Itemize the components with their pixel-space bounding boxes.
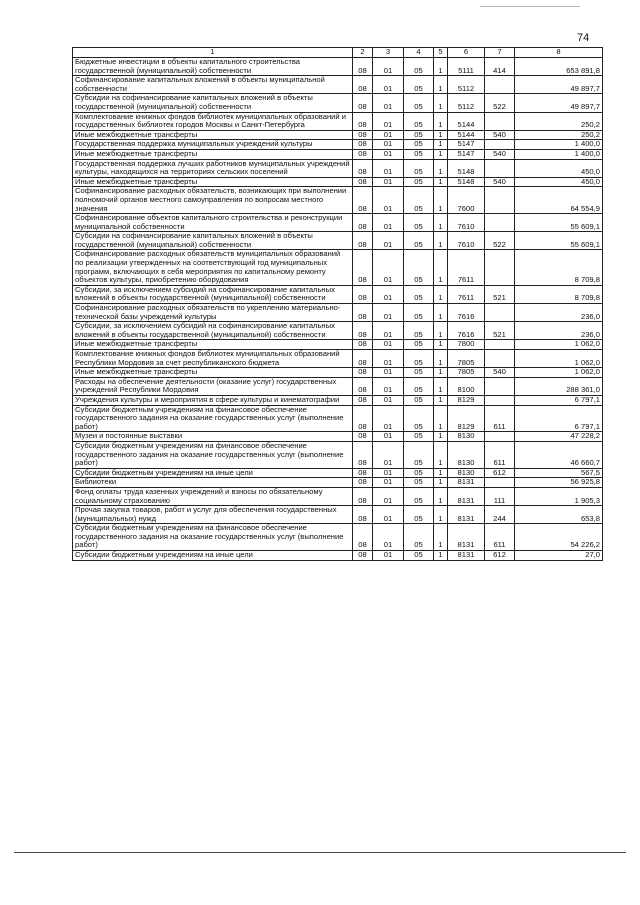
program-cell: 05 bbox=[404, 487, 434, 505]
subprogram-cell: 1 bbox=[434, 149, 448, 159]
article-cell: 8129 bbox=[448, 395, 485, 405]
subsection-cell: 01 bbox=[373, 524, 404, 551]
section-cell: 08 bbox=[353, 130, 373, 140]
name-cell: Субсидии, за исключением субсидий на софинансирование капитальных вложений в объекты государственной (муниципальной) собственности bbox=[73, 285, 353, 303]
expense-type-cell bbox=[485, 214, 515, 232]
section-cell: 08 bbox=[353, 368, 373, 378]
subprogram-cell: 1 bbox=[434, 250, 448, 285]
subprogram-cell: 1 bbox=[434, 551, 448, 561]
table-row bbox=[73, 395, 603, 405]
header-cell: 3 bbox=[373, 48, 404, 58]
program-cell: 05 bbox=[404, 130, 434, 140]
article-cell: 7611 bbox=[448, 285, 485, 303]
table-row bbox=[73, 432, 603, 442]
table-row bbox=[73, 140, 603, 150]
subsection-cell: 01 bbox=[373, 432, 404, 442]
subprogram-cell: 1 bbox=[434, 58, 448, 76]
page-number: 74 bbox=[577, 32, 590, 44]
subsection-cell: 01 bbox=[373, 94, 404, 112]
subsection-cell: 01 bbox=[373, 285, 404, 303]
subprogram-cell: 1 bbox=[434, 524, 448, 551]
amount-cell: 56 925,8 bbox=[515, 478, 603, 488]
name-cell: Библиотеки bbox=[73, 478, 353, 488]
section-cell: 08 bbox=[353, 94, 373, 112]
program-cell: 05 bbox=[404, 76, 434, 94]
name-cell: Иные межбюджетные трансферты bbox=[73, 149, 353, 159]
table-row bbox=[73, 58, 603, 76]
subsection-cell: 01 bbox=[373, 140, 404, 150]
table-row bbox=[73, 159, 603, 177]
subprogram-cell: 1 bbox=[434, 232, 448, 250]
program-cell: 05 bbox=[404, 506, 434, 524]
expense-type-cell bbox=[485, 432, 515, 442]
name-cell: Софинансирование расходных обязательств по укреплению материально-технической базы учреждений культуры bbox=[73, 304, 353, 322]
header-row bbox=[73, 48, 603, 58]
name-cell: Субсидии бюджетным учреждениям на иные цели bbox=[73, 468, 353, 478]
table-row bbox=[73, 350, 603, 368]
subprogram-cell: 1 bbox=[434, 187, 448, 214]
expense-type-cell: 611 bbox=[485, 441, 515, 468]
amount-cell: 46 660,7 bbox=[515, 441, 603, 468]
program-cell: 05 bbox=[404, 304, 434, 322]
subprogram-cell: 1 bbox=[434, 159, 448, 177]
subsection-cell: 01 bbox=[373, 304, 404, 322]
article-cell: 5148 bbox=[448, 159, 485, 177]
amount-cell: 49 897,7 bbox=[515, 76, 603, 94]
expense-type-cell bbox=[485, 250, 515, 285]
program-cell: 05 bbox=[404, 94, 434, 112]
program-cell: 05 bbox=[404, 441, 434, 468]
expense-type-cell: 540 bbox=[485, 368, 515, 378]
article-cell: 8131 bbox=[448, 524, 485, 551]
subprogram-cell: 1 bbox=[434, 405, 448, 432]
article-cell: 8131 bbox=[448, 551, 485, 561]
subsection-cell: 01 bbox=[373, 368, 404, 378]
amount-cell: 450,0 bbox=[515, 177, 603, 187]
section-cell: 08 bbox=[353, 322, 373, 340]
amount-cell: 567,5 bbox=[515, 468, 603, 478]
article-cell: 7616 bbox=[448, 322, 485, 340]
amount-cell: 236,0 bbox=[515, 304, 603, 322]
article-cell: 7800 bbox=[448, 340, 485, 350]
amount-cell: 1 400,0 bbox=[515, 149, 603, 159]
expense-type-cell bbox=[485, 377, 515, 395]
subsection-cell: 01 bbox=[373, 487, 404, 505]
table-row bbox=[73, 214, 603, 232]
amount-cell: 1 062,0 bbox=[515, 340, 603, 350]
program-cell: 05 bbox=[404, 58, 434, 76]
table-row bbox=[73, 94, 603, 112]
table-row bbox=[73, 506, 603, 524]
article-cell: 7616 bbox=[448, 304, 485, 322]
article-cell: 5144 bbox=[448, 130, 485, 140]
header-cell: 7 bbox=[485, 48, 515, 58]
table-row bbox=[73, 441, 603, 468]
name-cell: Бюджетные инвестиции в объекты капитального строительства государственной (муниципальной) собственности bbox=[73, 58, 353, 76]
name-cell: Иные межбюджетные трансферты bbox=[73, 177, 353, 187]
program-cell: 05 bbox=[404, 468, 434, 478]
program-cell: 05 bbox=[404, 340, 434, 350]
budget-table bbox=[72, 47, 603, 561]
section-cell: 08 bbox=[353, 340, 373, 350]
article-cell: 8130 bbox=[448, 441, 485, 468]
section-cell: 08 bbox=[353, 285, 373, 303]
expense-type-cell: 540 bbox=[485, 130, 515, 140]
header-cell: 5 bbox=[434, 48, 448, 58]
section-cell: 08 bbox=[353, 112, 373, 130]
program-cell: 05 bbox=[404, 432, 434, 442]
subprogram-cell: 1 bbox=[434, 441, 448, 468]
table-row bbox=[73, 478, 603, 488]
program-cell: 05 bbox=[404, 140, 434, 150]
subsection-cell: 01 bbox=[373, 350, 404, 368]
expense-type-cell bbox=[485, 159, 515, 177]
article-cell: 7610 bbox=[448, 214, 485, 232]
article-cell: 8130 bbox=[448, 432, 485, 442]
name-cell: Расходы на обеспечение деятельности (оказание услуг) государственных учреждений Республики Мордовия bbox=[73, 377, 353, 395]
header-cell: 4 bbox=[404, 48, 434, 58]
table-row bbox=[73, 405, 603, 432]
section-cell: 08 bbox=[353, 350, 373, 368]
expense-type-cell: 244 bbox=[485, 506, 515, 524]
section-cell: 08 bbox=[353, 441, 373, 468]
amount-cell: 55 609,1 bbox=[515, 232, 603, 250]
subsection-cell: 01 bbox=[373, 58, 404, 76]
expense-type-cell: 522 bbox=[485, 232, 515, 250]
program-cell: 05 bbox=[404, 214, 434, 232]
expense-type-cell: 521 bbox=[485, 322, 515, 340]
article-cell: 5111 bbox=[448, 58, 485, 76]
section-cell: 08 bbox=[353, 468, 373, 478]
amount-cell: 236,0 bbox=[515, 322, 603, 340]
program-cell: 05 bbox=[404, 350, 434, 368]
table-row bbox=[73, 524, 603, 551]
table-row bbox=[73, 112, 603, 130]
name-cell: Иные межбюджетные трансферты bbox=[73, 130, 353, 140]
amount-cell: 288 361,0 bbox=[515, 377, 603, 395]
subprogram-cell: 1 bbox=[434, 340, 448, 350]
table-row bbox=[73, 468, 603, 478]
amount-cell: 653 891,8 bbox=[515, 58, 603, 76]
article-cell: 8131 bbox=[448, 487, 485, 505]
amount-cell: 54 226,2 bbox=[515, 524, 603, 551]
expense-type-cell bbox=[485, 76, 515, 94]
article-cell: 5112 bbox=[448, 76, 485, 94]
section-cell: 08 bbox=[353, 140, 373, 150]
subprogram-cell: 1 bbox=[434, 112, 448, 130]
section-cell: 08 bbox=[353, 76, 373, 94]
subprogram-cell: 1 bbox=[434, 285, 448, 303]
expense-type-cell: 540 bbox=[485, 177, 515, 187]
amount-cell: 1 062,0 bbox=[515, 350, 603, 368]
amount-cell: 6 797,1 bbox=[515, 405, 603, 432]
subprogram-cell: 1 bbox=[434, 304, 448, 322]
program-cell: 05 bbox=[404, 159, 434, 177]
name-cell: Комплектование книжных фондов библиотек муниципальных образований Республики Мордовия за счет республиканского бюджета bbox=[73, 350, 353, 368]
name-cell: Субсидии бюджетным учреждениям на финансовое обеспечение государственного задания на оказание государственных услуг (выполнение работ) bbox=[73, 524, 353, 551]
amount-cell: 27,0 bbox=[515, 551, 603, 561]
subsection-cell: 01 bbox=[373, 159, 404, 177]
subprogram-cell: 1 bbox=[434, 377, 448, 395]
section-cell: 08 bbox=[353, 524, 373, 551]
amount-cell: 1 400,0 bbox=[515, 140, 603, 150]
amount-cell: 450,0 bbox=[515, 159, 603, 177]
subprogram-cell: 1 bbox=[434, 322, 448, 340]
section-cell: 08 bbox=[353, 232, 373, 250]
amount-cell: 250,2 bbox=[515, 130, 603, 140]
section-cell: 08 bbox=[353, 58, 373, 76]
name-cell: Субсидии на софинансирование капитальных вложений в объекты государственной (муниципальной) собственности bbox=[73, 232, 353, 250]
subsection-cell: 01 bbox=[373, 395, 404, 405]
name-cell: Комплектование книжных фондов библиотек муниципальных образований и государственных библиотек городов Москвы и Санкт-Петербурга bbox=[73, 112, 353, 130]
subprogram-cell: 1 bbox=[434, 368, 448, 378]
amount-cell: 6 797,1 bbox=[515, 395, 603, 405]
subsection-cell: 01 bbox=[373, 250, 404, 285]
expense-type-cell: 111 bbox=[485, 487, 515, 505]
expense-type-cell bbox=[485, 478, 515, 488]
name-cell: Субсидии, за исключением субсидий на софинансирование капитальных вложений в объекты государственной (муниципальной) собственности bbox=[73, 322, 353, 340]
expense-type-cell bbox=[485, 187, 515, 214]
program-cell: 05 bbox=[404, 395, 434, 405]
section-cell: 08 bbox=[353, 250, 373, 285]
table-row bbox=[73, 551, 603, 561]
name-cell: Субсидии бюджетным учреждениям на финансовое обеспечение государственного задания на оказание государственных услуг (выполнение работ) bbox=[73, 441, 353, 468]
subsection-cell: 01 bbox=[373, 478, 404, 488]
expense-type-cell bbox=[485, 350, 515, 368]
section-cell: 08 bbox=[353, 304, 373, 322]
amount-cell: 55 609,1 bbox=[515, 214, 603, 232]
program-cell: 05 bbox=[404, 149, 434, 159]
program-cell: 05 bbox=[404, 478, 434, 488]
section-cell: 08 bbox=[353, 432, 373, 442]
subsection-cell: 01 bbox=[373, 214, 404, 232]
header-cell: 2 bbox=[353, 48, 373, 58]
subsection-cell: 01 bbox=[373, 551, 404, 561]
subprogram-cell: 1 bbox=[434, 395, 448, 405]
table-row bbox=[73, 377, 603, 395]
name-cell: Музеи и постоянные выставки bbox=[73, 432, 353, 442]
name-cell: Субсидии бюджетным учреждениям на иные цели bbox=[73, 551, 353, 561]
table-body bbox=[73, 58, 603, 561]
article-cell: 7805 bbox=[448, 368, 485, 378]
table-row bbox=[73, 285, 603, 303]
subsection-cell: 01 bbox=[373, 177, 404, 187]
section-cell: 08 bbox=[353, 487, 373, 505]
expense-type-cell bbox=[485, 340, 515, 350]
table-row bbox=[73, 250, 603, 285]
table-row bbox=[73, 232, 603, 250]
program-cell: 05 bbox=[404, 551, 434, 561]
amount-cell: 1 062,0 bbox=[515, 368, 603, 378]
amount-cell: 64 554,9 bbox=[515, 187, 603, 214]
program-cell: 05 bbox=[404, 187, 434, 214]
subsection-cell: 01 bbox=[373, 322, 404, 340]
bottom-scan-line bbox=[14, 852, 626, 853]
amount-cell: 1 905,3 bbox=[515, 487, 603, 505]
name-cell: Иные межбюджетные трансферты bbox=[73, 340, 353, 350]
subsection-cell: 01 bbox=[373, 149, 404, 159]
subprogram-cell: 1 bbox=[434, 214, 448, 232]
article-cell: 7610 bbox=[448, 232, 485, 250]
name-cell: Софинансирование расходных обязательств, возникающих при выполнении полномочий органов местного самоуправления по вопросам местного значения bbox=[73, 187, 353, 214]
name-cell: Иные межбюджетные трансферты bbox=[73, 368, 353, 378]
article-cell: 8131 bbox=[448, 478, 485, 488]
article-cell: 7611 bbox=[448, 250, 485, 285]
subsection-cell: 01 bbox=[373, 441, 404, 468]
expense-type-cell: 612 bbox=[485, 468, 515, 478]
expense-type-cell: 611 bbox=[485, 524, 515, 551]
subprogram-cell: 1 bbox=[434, 432, 448, 442]
header-cell: 8 bbox=[515, 48, 603, 58]
subsection-cell: 01 bbox=[373, 506, 404, 524]
amount-cell: 653,8 bbox=[515, 506, 603, 524]
section-cell: 08 bbox=[353, 506, 373, 524]
subprogram-cell: 1 bbox=[434, 140, 448, 150]
subsection-cell: 01 bbox=[373, 232, 404, 250]
expense-type-cell bbox=[485, 395, 515, 405]
table-row bbox=[73, 368, 603, 378]
section-cell: 08 bbox=[353, 159, 373, 177]
program-cell: 05 bbox=[404, 524, 434, 551]
amount-cell: 250,2 bbox=[515, 112, 603, 130]
program-cell: 05 bbox=[404, 368, 434, 378]
subprogram-cell: 1 bbox=[434, 506, 448, 524]
subsection-cell: 01 bbox=[373, 468, 404, 478]
section-cell: 08 bbox=[353, 177, 373, 187]
expense-type-cell: 521 bbox=[485, 285, 515, 303]
name-cell: Софинансирование объектов капитального строительства и реконструкции муниципальной собственности bbox=[73, 214, 353, 232]
amount-cell: 8 709,8 bbox=[515, 285, 603, 303]
table-row bbox=[73, 76, 603, 94]
subprogram-cell: 1 bbox=[434, 130, 448, 140]
name-cell: Софинансирование расходных обязательств муниципальных образований по реализации утвержденных на соответствующий год муниципальных программ, включающих в себя мероприятия по капитальному ремонту объектов культуры, приобретению оборудования bbox=[73, 250, 353, 285]
name-cell: Государственная поддержка лучших работников муниципальных учреждений культуры, находящихся на территориях сельских поселений bbox=[73, 159, 353, 177]
table-row bbox=[73, 322, 603, 340]
expense-type-cell: 611 bbox=[485, 405, 515, 432]
subprogram-cell: 1 bbox=[434, 478, 448, 488]
section-cell: 08 bbox=[353, 478, 373, 488]
article-cell: 5144 bbox=[448, 112, 485, 130]
expense-type-cell: 522 bbox=[485, 94, 515, 112]
article-cell: 5148 bbox=[448, 177, 485, 187]
name-cell: Субсидии бюджетным учреждениям на финансовое обеспечение государственного задания на оказание государственных услуг (выполнение работ) bbox=[73, 405, 353, 432]
section-cell: 08 bbox=[353, 214, 373, 232]
subsection-cell: 01 bbox=[373, 377, 404, 395]
program-cell: 05 bbox=[404, 322, 434, 340]
section-cell: 08 bbox=[353, 551, 373, 561]
expense-type-cell bbox=[485, 304, 515, 322]
subsection-cell: 01 bbox=[373, 405, 404, 432]
subsection-cell: 01 bbox=[373, 76, 404, 94]
subsection-cell: 01 bbox=[373, 187, 404, 214]
subsection-cell: 01 bbox=[373, 340, 404, 350]
article-cell: 7600 bbox=[448, 187, 485, 214]
amount-cell: 47 228,2 bbox=[515, 432, 603, 442]
name-cell: Прочая закупка товаров, работ и услуг для обеспечения государственных (муниципальных) нужд bbox=[73, 506, 353, 524]
article-cell: 5147 bbox=[448, 140, 485, 150]
top-scan-line bbox=[480, 6, 580, 7]
program-cell: 05 bbox=[404, 285, 434, 303]
article-cell: 5112 bbox=[448, 94, 485, 112]
subprogram-cell: 1 bbox=[434, 487, 448, 505]
program-cell: 05 bbox=[404, 232, 434, 250]
subprogram-cell: 1 bbox=[434, 177, 448, 187]
amount-cell: 8 709,8 bbox=[515, 250, 603, 285]
program-cell: 05 bbox=[404, 112, 434, 130]
article-cell: 5147 bbox=[448, 149, 485, 159]
table-row bbox=[73, 149, 603, 159]
name-cell: Субсидии на софинансирование капитальных вложений в объекты государственной (муниципальной) собственности bbox=[73, 94, 353, 112]
subprogram-cell: 1 bbox=[434, 76, 448, 94]
table-row bbox=[73, 487, 603, 505]
section-cell: 08 bbox=[353, 187, 373, 214]
header-cell: 1 bbox=[73, 48, 353, 58]
subprogram-cell: 1 bbox=[434, 468, 448, 478]
name-cell: Фонд оплаты труда казенных учреждений и взносы по обязательному социальному страхованию bbox=[73, 487, 353, 505]
subsection-cell: 01 bbox=[373, 112, 404, 130]
expense-type-cell: 612 bbox=[485, 551, 515, 561]
program-cell: 05 bbox=[404, 377, 434, 395]
expense-type-cell: 540 bbox=[485, 149, 515, 159]
name-cell: Софинансирование капитальных вложений в объекты муниципальной собственности bbox=[73, 76, 353, 94]
name-cell: Государственная поддержка муниципальных учреждений культуры bbox=[73, 140, 353, 150]
program-cell: 05 bbox=[404, 177, 434, 187]
expense-type-cell bbox=[485, 112, 515, 130]
table-row bbox=[73, 304, 603, 322]
subsection-cell: 01 bbox=[373, 130, 404, 140]
article-cell: 7805 bbox=[448, 350, 485, 368]
section-cell: 08 bbox=[353, 395, 373, 405]
expense-type-cell bbox=[485, 140, 515, 150]
program-cell: 05 bbox=[404, 250, 434, 285]
section-cell: 08 bbox=[353, 149, 373, 159]
article-cell: 8131 bbox=[448, 506, 485, 524]
subprogram-cell: 1 bbox=[434, 94, 448, 112]
section-cell: 08 bbox=[353, 405, 373, 432]
amount-cell: 49 897,7 bbox=[515, 94, 603, 112]
header-cell: 6 bbox=[448, 48, 485, 58]
table-row bbox=[73, 187, 603, 214]
article-cell: 8129 bbox=[448, 405, 485, 432]
section-cell: 08 bbox=[353, 377, 373, 395]
name-cell: Учреждения культуры и мероприятия в сфере культуры и кинематографии bbox=[73, 395, 353, 405]
subprogram-cell: 1 bbox=[434, 350, 448, 368]
program-cell: 05 bbox=[404, 405, 434, 432]
article-cell: 8130 bbox=[448, 468, 485, 478]
expense-type-cell: 414 bbox=[485, 58, 515, 76]
article-cell: 8100 bbox=[448, 377, 485, 395]
